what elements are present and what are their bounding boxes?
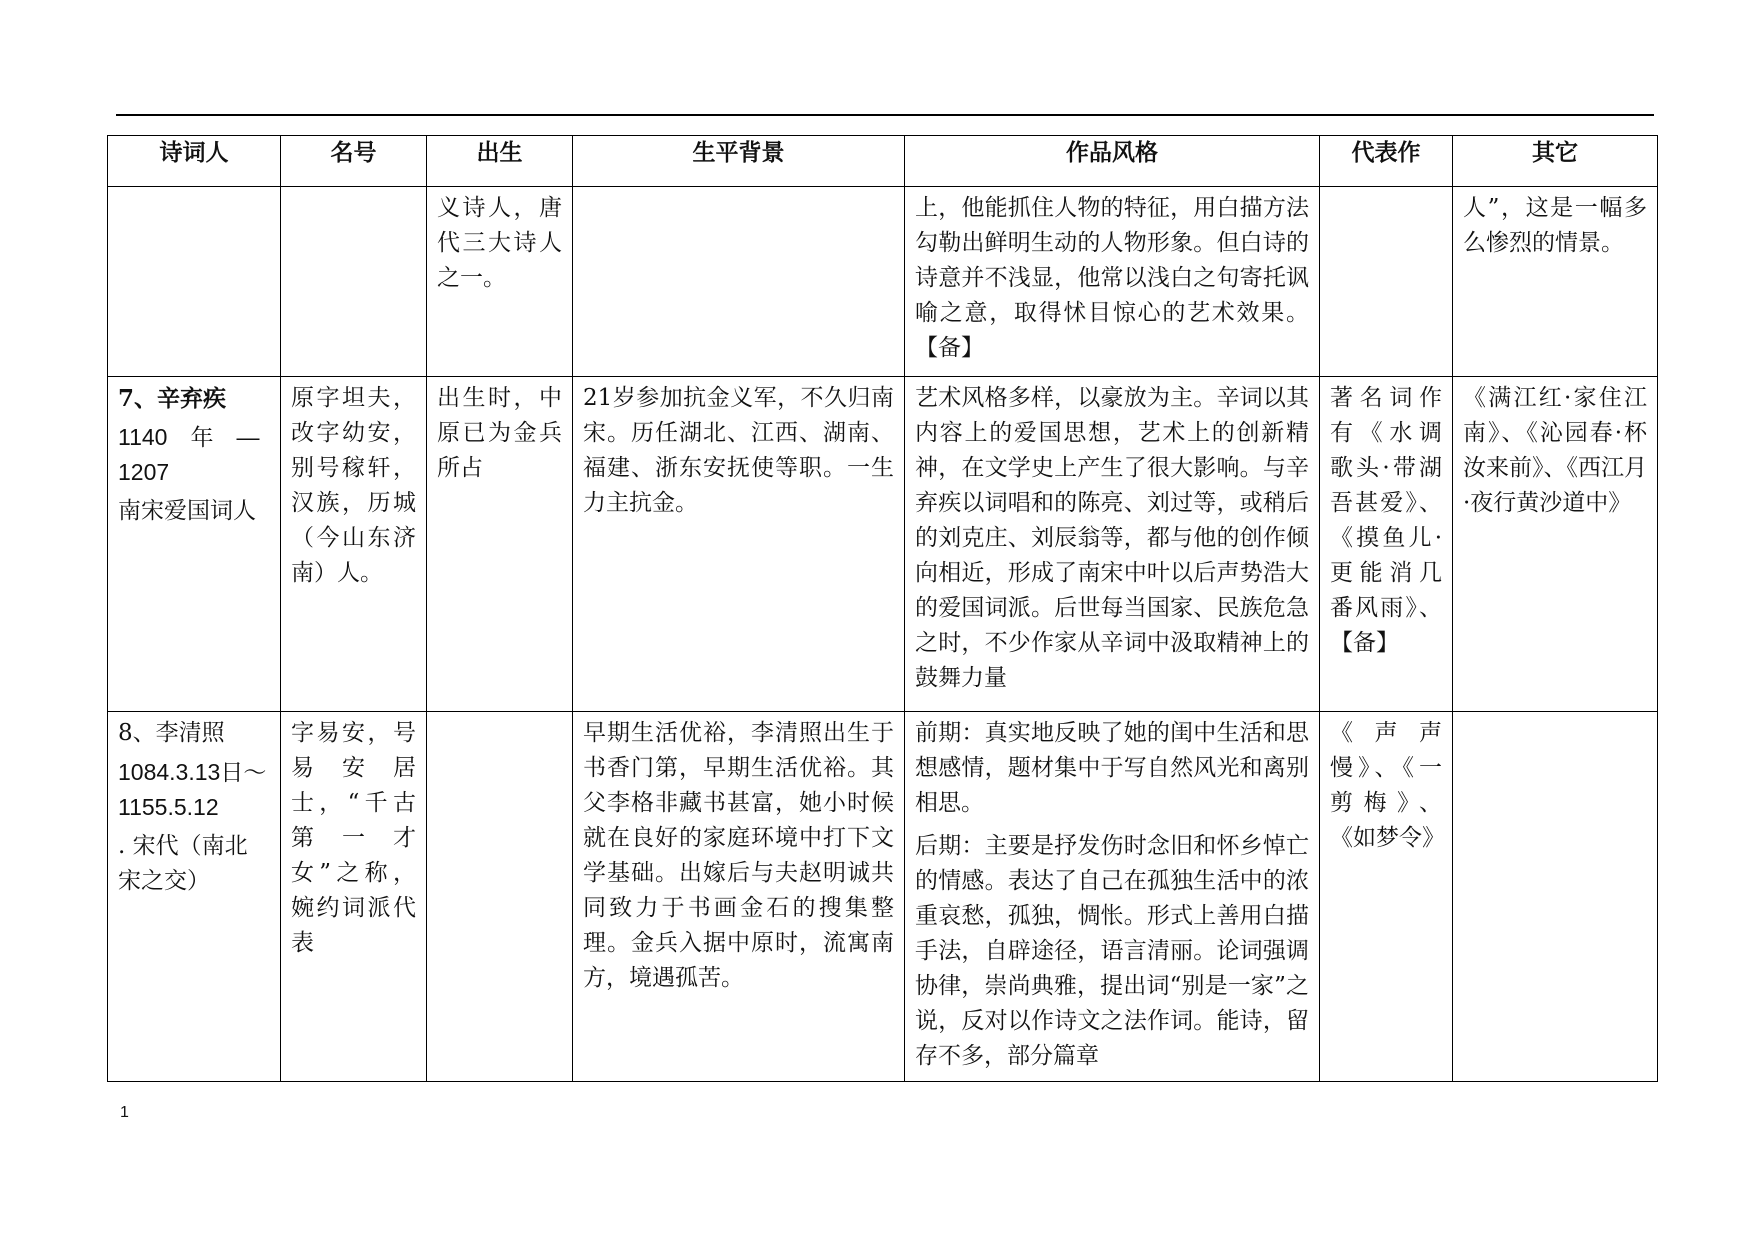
works-cell: 《声声慢》、《一剪梅》、《如梦令》: [1320, 712, 1453, 1082]
poet-dates: 1084.3.13日～1155.5.12: [118, 759, 267, 820]
header-alias: 名号: [281, 136, 427, 187]
table-header-row: [108, 136, 1658, 187]
works-cell: 著名词作有《水调歌头·带湖吾甚爱》、《摸鱼儿·更能消几番风雨》、【备】: [1320, 377, 1453, 712]
background-cell: 早期生活优裕，李清照出生于书香门第，早期生活优裕。其父李格非藏书甚富，她小时候就在良好的家庭环境中打下文学基础。出嫁后与夫赵明诚共同致力于书画金石的搜集整理。金兵入据中原时，流寓南方，境遇孤苦。: [573, 712, 905, 1082]
alias-cell: [281, 187, 427, 377]
birth-cell: [427, 712, 573, 1082]
poet-dates: 1140 年 —1207: [118, 424, 260, 485]
poet-cell: [108, 187, 281, 377]
style-cell: [905, 377, 1320, 712]
birth-cell: 义诗人，唐代三大诗人之一。: [427, 187, 573, 377]
other-cell: [1453, 712, 1658, 1082]
poets-table: [107, 135, 1658, 1082]
header-poet: 诗词人: [108, 136, 281, 187]
poet-description: 南宋爱国词人: [118, 498, 256, 524]
style-cell: [905, 712, 1320, 1082]
alias-cell: 原字坦夫，改字幼安，别号稼轩，汉族，历城（今山东济南）人。: [281, 377, 427, 712]
header-birth: 出生: [427, 136, 573, 187]
header-style: 作品风格: [905, 136, 1320, 187]
poet-cell: [108, 377, 281, 712]
other-cell: 《满江红·家住江南》、《沁园春·杯汝来前》、《西江月·夜行黄沙道中》: [1453, 377, 1658, 712]
header-works: 代表作: [1320, 136, 1453, 187]
poet-description: . 宋代（南北宋之交）: [118, 833, 248, 894]
header-rule: [116, 114, 1654, 116]
style-cell: [905, 187, 1320, 377]
alias-cell: 字易安，号易安居士，“千古第一才女”之称，婉约词派代表: [281, 712, 427, 1082]
background-cell: [573, 187, 905, 377]
header-background: 生平背景: [573, 136, 905, 187]
style-paragraph: 艺术风格多样，以豪放为主。辛词以其内容上的爱国思想，艺术上的创新精神，在文学史上产生了很大影响。与辛弃疾以词唱和的陈亮、刘过等，或稍后的刘克庄、刘辰翁等，都与他的创作倾向相近，形成了南宋中叶以后声势浩大的爱国词派。后世每当国家、民族危急之时，不少作家从辛词中汲取精神上的鼓舞力量: [915, 385, 1309, 691]
poet-name: 8、李清照: [118, 720, 225, 746]
style-paragraph: 上，他能抓住人物的特征，用白描方法勾勒出鲜明生动的人物形象。但白诗的诗意并不浅显，他常以浅白之句寄托讽喻之意，取得怵目惊心的艺术效果。【备】: [915, 195, 1309, 361]
table-row: [108, 187, 1658, 377]
background-cell: 21岁参加抗金义军，不久归南宋。历任湖北、江西、湖南、福建、浙东安抚使等职。一生力主抗金。: [573, 377, 905, 712]
table-row: [108, 377, 1658, 712]
header-other: 其它: [1453, 136, 1658, 187]
poet-cell: [108, 712, 281, 1082]
birth-cell: 出生时，中原已为金兵所占: [427, 377, 573, 712]
table-row: [108, 712, 1658, 1082]
page-number: 1: [120, 1104, 129, 1121]
works-cell: [1320, 187, 1453, 377]
other-cell: 人”，这是一幅多么惨烈的情景。: [1453, 187, 1658, 377]
style-paragraph-late: 后期：主要是抒发伤时念旧和怀乡悼亡的情感。表达了自己在孤独生活中的浓重哀愁，孤独，惆怅。形式上善用白描手法，自辟途径，语言清丽。论词强调协律，崇尚典雅，提出词“别是一家”之说，反对以作诗文之法作词。能诗，留存不多，部分篇章: [915, 833, 1309, 1069]
style-paragraph-early: 前期：真实地反映了她的闺中生活和思想感情，题材集中于写自然风光和离别相思。: [915, 720, 1309, 816]
poet-name: 7、辛弃疾: [118, 385, 227, 412]
